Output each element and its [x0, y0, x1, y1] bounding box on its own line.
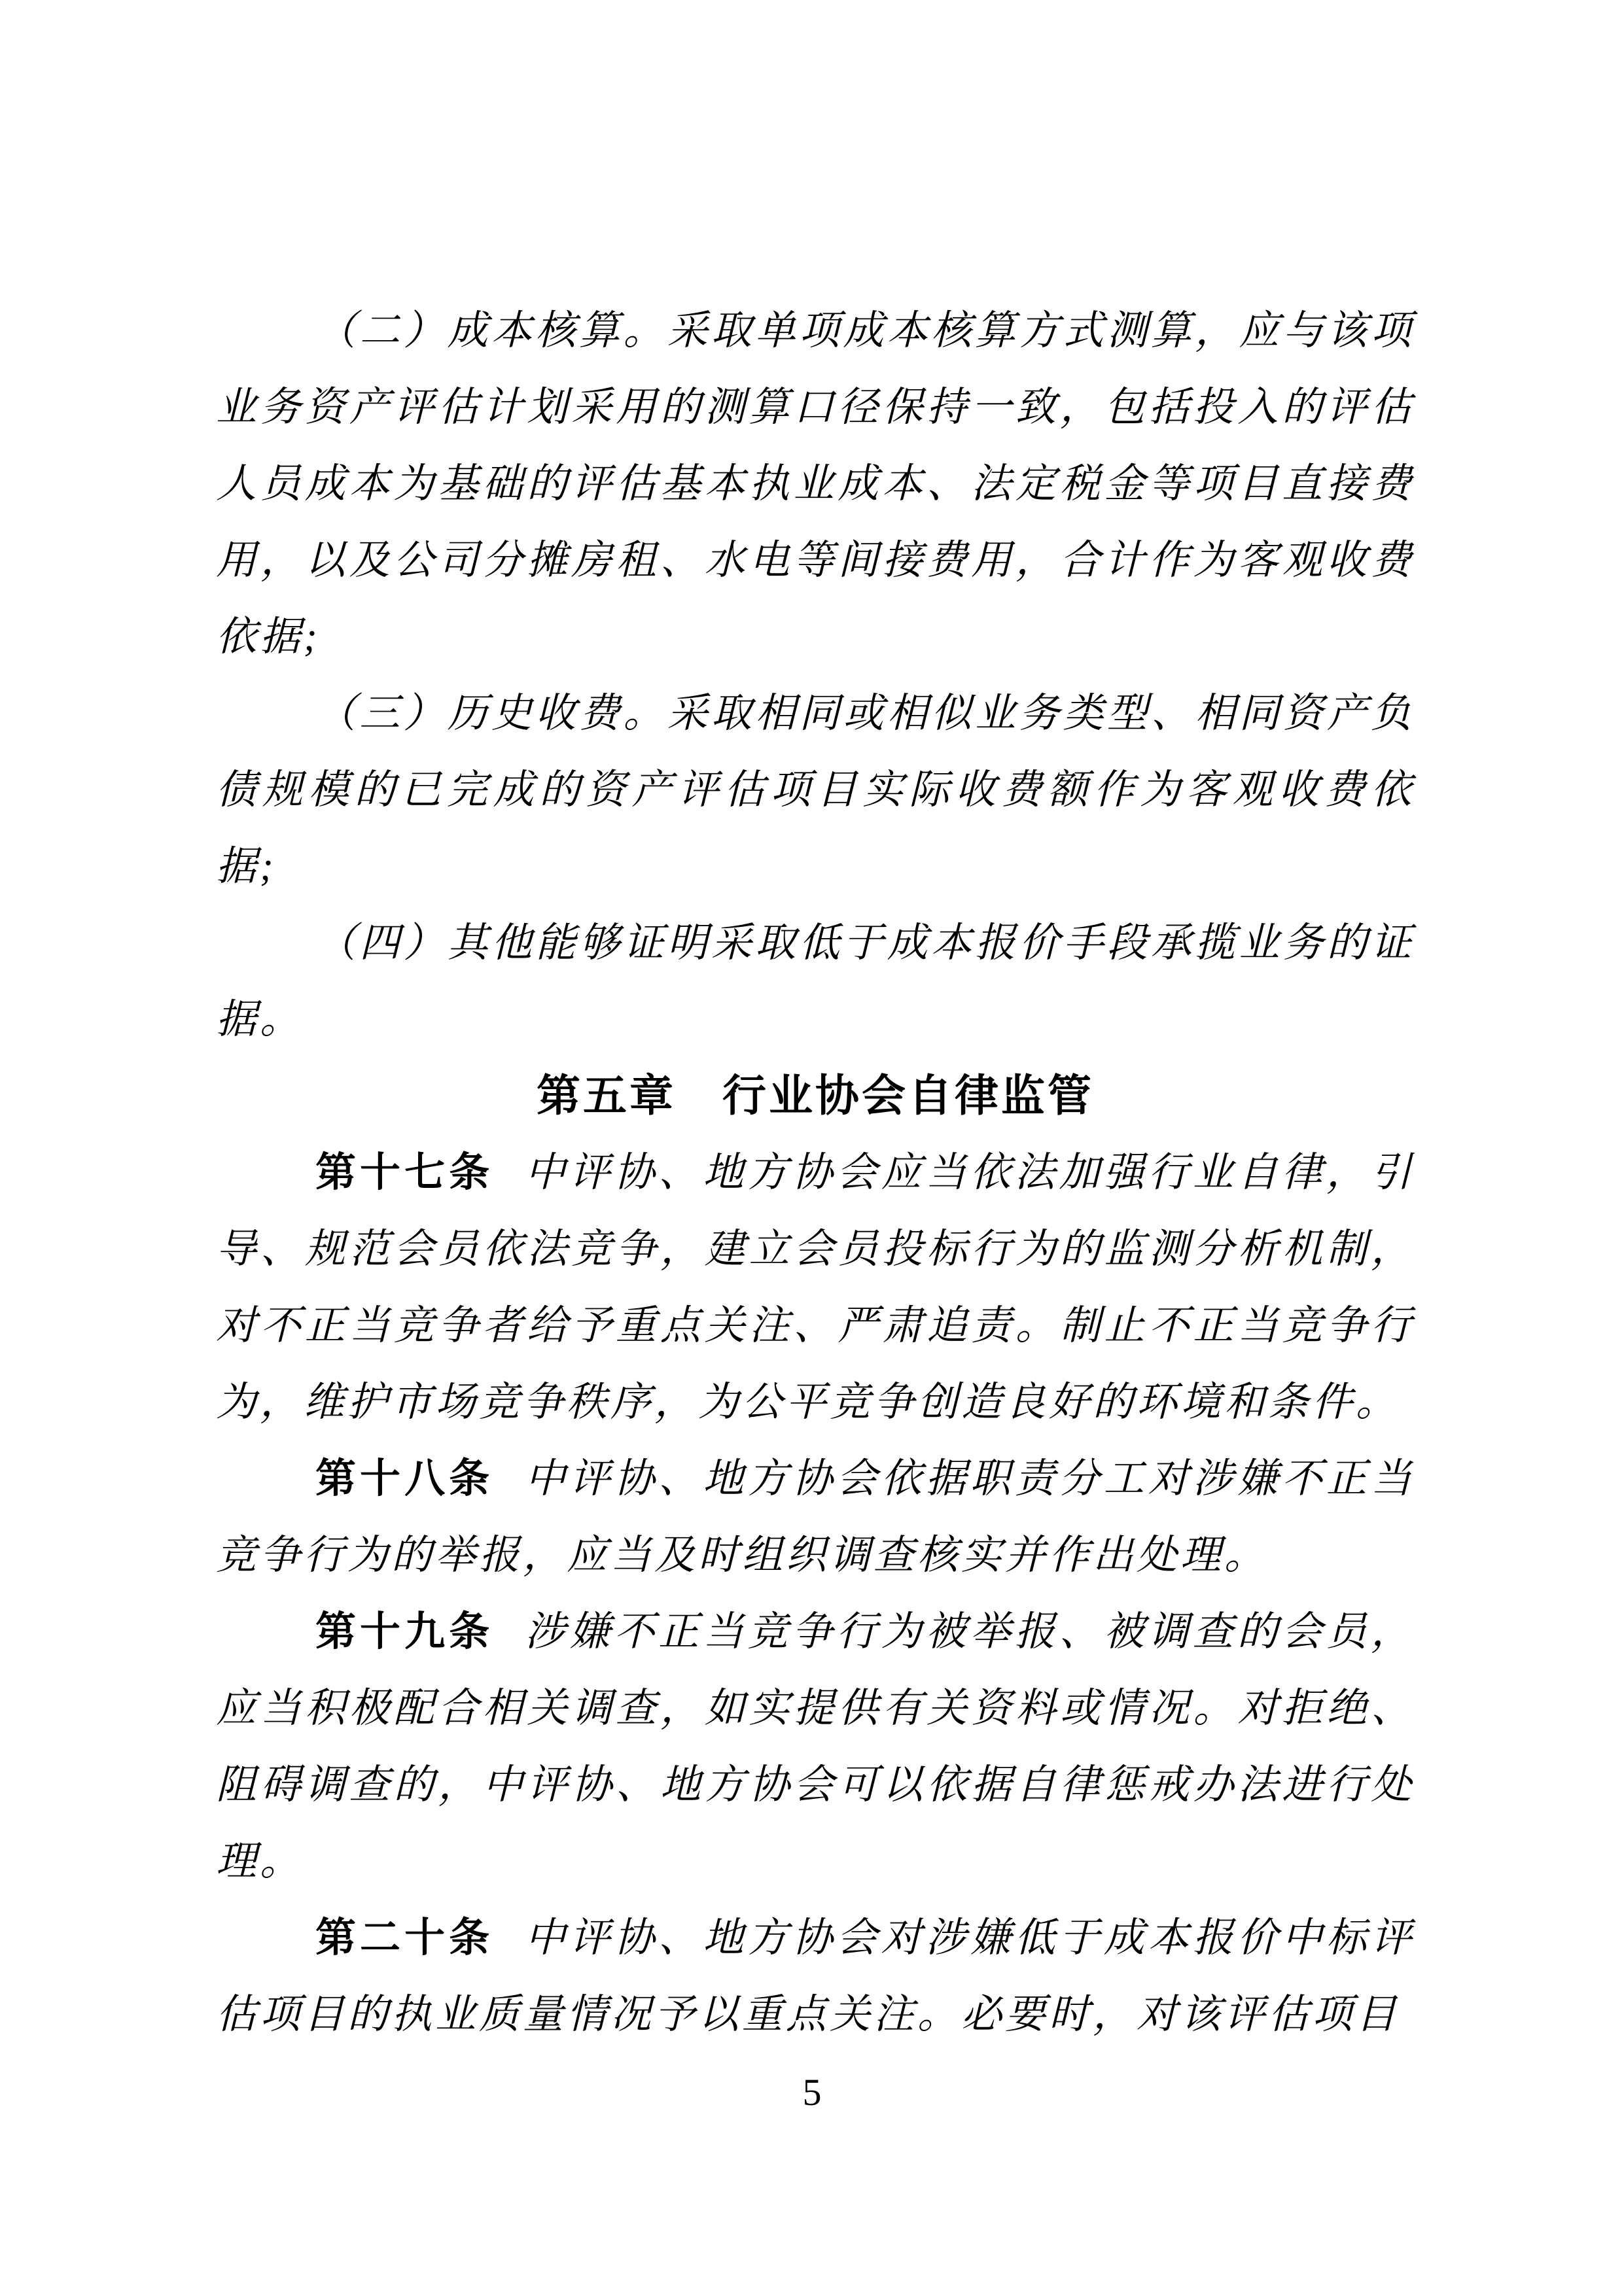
article-17-text: 中评协、地方协会应当依法加强行业自律，引导、规范会员依法竞争，建立会员投标行为的监测分析机制，对不正当竞争者给予重点关注、严肃追责。制止不正当竞争行为，维护市场竞争秩序，为公平竞争创造良好的环境和条件。 — [216, 1151, 1415, 1425]
article-20-paragraph — [216, 1900, 1415, 2053]
page-number: 5 — [802, 2071, 822, 2113]
paragraph-item-four: （四）其他能够证明采取低于成本报价手段承揽业务的证据。 — [216, 921, 1415, 1042]
article-20-text: 中评协、地方协会对涉嫌低于成本报价中标评估项目的执业质量情况予以重点关注。必要时，对该评估项目 — [216, 1916, 1415, 2037]
article-17-paragraph — [216, 1135, 1415, 1441]
page-text-content — [216, 293, 1415, 2053]
article-18-text: 中评协、地方协会依据职责分工对涉嫌不正当竞争行为的举报，应当及时组织调查核实并作出处理。 — [216, 1457, 1415, 1578]
article-20-number: 第二十条 — [315, 1916, 494, 1960]
paragraph-item-three: （三）历史收费。采取相同或相似业务类型、相同资产负债规模的已完成的资产评估项目实际收费额作为客观收费依据; — [216, 691, 1415, 889]
article-19-text: 涉嫌不正当竞争行为被举报、被调查的会员，应当积极配合相关调查，如实提供有关资料或情况。对拒绝、阻碍调查的，中评协、地方协会可以依据自律惩戒办法进行处理。 — [216, 1610, 1415, 1884]
chapter-heading: 第五章 行业协会自律监管 — [537, 1072, 1094, 1121]
article-19-paragraph — [216, 1594, 1415, 1900]
paragraph-item-two: （二）成本核算。采取单项成本核算方式测算，应与该项业务资产评估计划采用的测算口径保持一致，包括投入的评估人员成本为基础的评估基本执业成本、法定税金等项目直接费用，以及公司分摊房租、水电等间接费用，合计作为客观收费依据; — [216, 309, 1415, 659]
article-18-paragraph — [216, 1441, 1415, 1594]
article-19-number: 第十九条 — [315, 1610, 494, 1654]
article-17-number: 第十七条 — [315, 1151, 494, 1195]
article-18-number: 第十八条 — [315, 1457, 494, 1501]
